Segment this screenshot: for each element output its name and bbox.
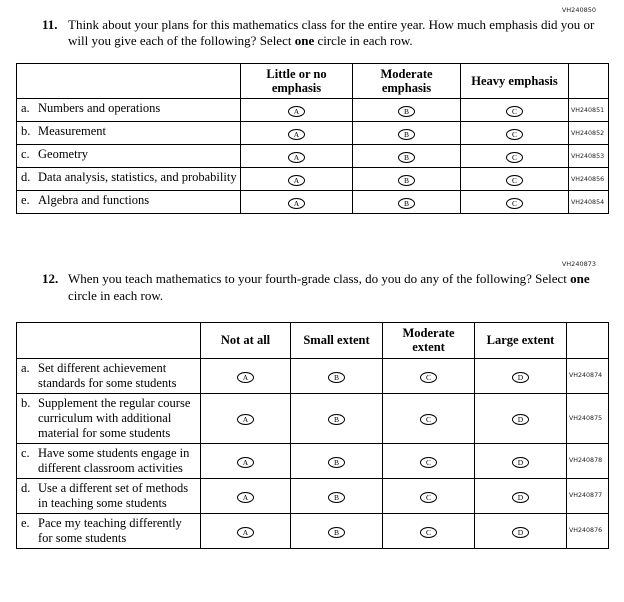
answer-bubble[interactable]: B (328, 527, 345, 538)
answer-bubble[interactable]: B (328, 372, 345, 383)
item-code: VH240874 (567, 358, 609, 393)
column-header-small-extent: Small extent (291, 322, 383, 358)
item-code-column-header (567, 322, 609, 358)
answer-bubble[interactable]: A (237, 457, 254, 468)
table-row (17, 443, 609, 478)
answer-bubble[interactable]: B (328, 457, 345, 468)
row-label: Measurement (38, 124, 107, 139)
answer-bubble[interactable]: A (288, 198, 305, 209)
answer-bubble[interactable]: D (512, 372, 529, 383)
row-label: Pace my teaching differently for some students (38, 515, 182, 545)
answer-bubble[interactable]: A (288, 129, 305, 140)
answer-bubble[interactable]: C (506, 198, 523, 209)
item-code: VH240856 (569, 168, 609, 191)
row-label: Data analysis, statistics, and probability (38, 170, 237, 185)
question-12-text (68, 271, 600, 304)
row-label: Geometry (38, 147, 88, 162)
answer-bubble[interactable]: A (288, 106, 305, 117)
table-row (17, 513, 609, 548)
answer-bubble[interactable]: B (398, 106, 415, 117)
table-row (17, 191, 609, 214)
question-12-text-part2: circle in each row. (68, 287, 164, 303)
answer-bubble[interactable]: D (512, 414, 529, 425)
row-letter: b. (21, 124, 31, 139)
row-label: Supplement the regular course curriculum with additional material for some students (38, 395, 191, 440)
answer-bubble[interactable]: B (398, 152, 415, 163)
answer-bubble[interactable]: C (506, 175, 523, 186)
row-letter: e. (21, 193, 30, 208)
question-12-number: 12. (42, 271, 59, 287)
row-letter: d. (21, 170, 31, 185)
question-12-bold-word: one (570, 271, 590, 287)
row-label: Have some students engage in different classroom activities (38, 445, 190, 475)
row-letter: a. (21, 101, 30, 116)
item-code: VH240853 (569, 145, 609, 168)
row-label: Use a different set of methods in teaching some students (38, 480, 189, 510)
row-label-column-header (17, 63, 241, 99)
row-label: Set different achievement standards for some students (38, 360, 177, 390)
row-label: Algebra and functions (38, 193, 150, 208)
answer-bubble[interactable]: D (512, 527, 529, 538)
row-letter: b. (21, 395, 31, 410)
row-letter: a. (21, 360, 30, 375)
table-row (17, 145, 609, 168)
row-letter: e. (21, 515, 30, 530)
column-header-large-extent: Large extent (475, 322, 567, 358)
answer-bubble[interactable]: C (420, 527, 437, 538)
table-row (17, 478, 609, 513)
answer-bubble[interactable]: C (420, 457, 437, 468)
answer-bubble[interactable]: A (288, 152, 305, 163)
question-12-form-code: VH240873 (561, 260, 596, 269)
answer-bubble[interactable]: D (512, 457, 529, 468)
question-12 (42, 271, 608, 304)
row-letter: c. (21, 147, 30, 162)
question-11-text-part1: Think about your plans for this mathematics class for the entire year. How much emphasis did you or will you give each of the following? Select (68, 17, 595, 49)
row-label: Numbers and operations (38, 101, 161, 116)
answer-bubble[interactable]: B (398, 198, 415, 209)
table-row (17, 168, 609, 191)
item-code-column-header (569, 63, 609, 99)
answer-bubble[interactable]: D (512, 492, 529, 503)
answer-bubble[interactable]: C (420, 492, 437, 503)
column-header-moderate-extent: Moderate extent (383, 322, 475, 358)
item-code: VH240877 (567, 478, 609, 513)
row-label-column-header (17, 322, 201, 358)
answer-bubble[interactable]: A (237, 492, 254, 503)
question-11-table (16, 63, 609, 215)
question-11-header-row (17, 63, 609, 99)
answer-bubble[interactable]: A (237, 527, 254, 538)
item-code: VH240851 (569, 99, 609, 122)
answer-bubble[interactable]: C (420, 414, 437, 425)
item-code: VH240876 (567, 513, 609, 548)
answer-bubble[interactable]: C (506, 106, 523, 117)
question-12-table (16, 322, 609, 549)
column-header-little-or-no-emphasis: Little or no emphasis (241, 63, 353, 99)
question-11-form-code: VH240850 (561, 6, 596, 14)
row-letter: d. (21, 480, 31, 495)
answer-bubble[interactable]: C (506, 152, 523, 163)
column-header-moderate-emphasis: Moderate emphasis (353, 63, 461, 99)
question-11-number: 11. (42, 17, 58, 32)
table-row (17, 358, 609, 393)
answer-bubble[interactable]: B (328, 414, 345, 425)
question-11 (42, 17, 608, 50)
answer-bubble[interactable]: B (398, 129, 415, 140)
table-row (17, 99, 609, 122)
question-11-bold-word: one (294, 33, 315, 49)
answer-bubble[interactable]: A (288, 175, 305, 186)
answer-bubble[interactable]: C (506, 129, 523, 140)
question-11-text-part2: circle in each row. (314, 33, 413, 49)
item-code: VH240875 (567, 393, 609, 443)
row-letter: c. (21, 445, 30, 460)
question-11-text (68, 17, 600, 50)
answer-bubble[interactable]: A (237, 414, 254, 425)
column-header-heavy-emphasis: Heavy emphasis (461, 63, 569, 99)
question-12-header-row (17, 322, 609, 358)
table-row (17, 122, 609, 145)
answer-bubble[interactable]: A (237, 372, 254, 383)
table-row (17, 393, 609, 443)
answer-bubble[interactable]: B (398, 175, 415, 186)
question-12-text-part1: When you teach mathematics to your fourth-grade class, do you do any of the following? Select (68, 271, 571, 287)
answer-bubble[interactable]: C (420, 372, 437, 383)
column-header-not-at-all: Not at all (201, 322, 291, 358)
item-code: VH240852 (569, 122, 609, 145)
item-code: VH240878 (567, 443, 609, 478)
item-code: VH240854 (569, 191, 609, 214)
answer-bubble[interactable]: B (328, 492, 345, 503)
